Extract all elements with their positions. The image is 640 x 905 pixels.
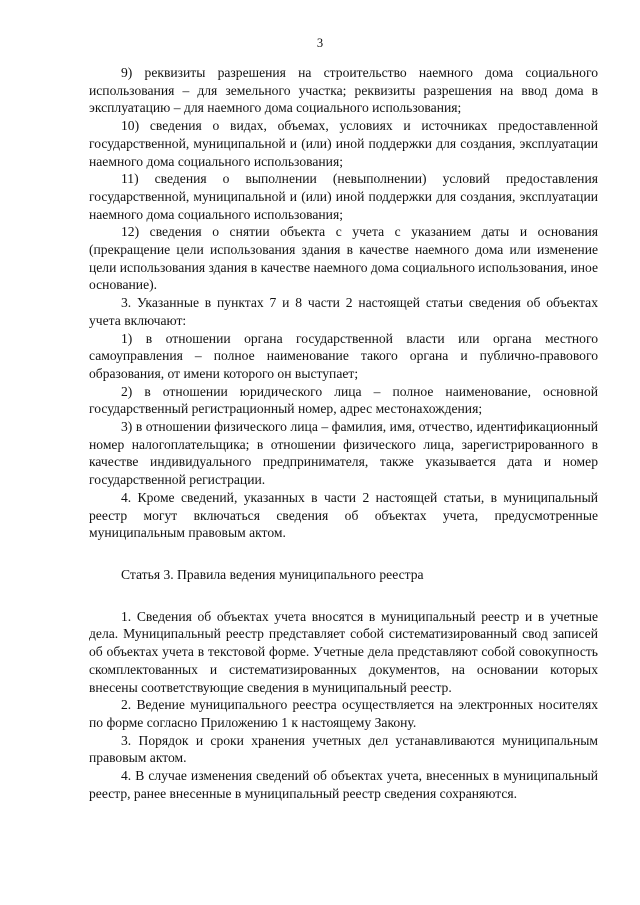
subitem-3-paragraph: 3) в отношении физического лица – фамилия, имя, отчество, идентификационный номер налогоплательщика; в отношении физического лица, зарегистрированного в качестве индивидуального предпринимателя, также указывается дата и номер государственной регистрации. [89,419,598,488]
article-3-heading: Статья 3. Правила ведения муниципального реестра [121,566,424,582]
page-number: 3 [316,36,324,50]
document-body [89,64,598,802]
subitem-1-paragraph: 1) в отношении органа государственной власти или органа местного самоуправления – полное наименование такого органа и публично-правового образования, от имени которого он выступает; [89,330,598,381]
article-3-clause-1: 1. Сведения об объектах учета вносятся в муниципальный реестр и в учетные дела. Муниципальный реестр представляет собой систематизированный свод записей об объектах учета в текстовой форме. Учетные дела представляют собой совокупность скомплектованных и систематизированных документов, на основании которых внесены соответствующие сведения в муниципальный реестр. [89,608,598,695]
item-9-paragraph: 9) реквизиты разрешения на строительство наемного дома социального использования – для земельного участка; реквизиты разрешения на ввод дома в эксплуатацию – для наемного дома социального использования; [89,65,598,116]
article-3-clause-4: 4. В случае изменения сведений об объектах учета, внесенных в муниципальный реестр, ранее внесенные в муниципальный реестр сведения сохраняются. [89,768,598,801]
article-3-clause-3: 3. Порядок и сроки хранения учетных дел устанавливаются муниципальным правовым актом. [89,732,598,766]
clause-4-paragraph: 4. Кроме сведений, указанных в части 2 настоящей статьи, в муниципальный реестр могут включаться сведения об объектах учета, предусмотренные муниципальным правовым актом. [89,489,598,541]
article-3-clause-2: 2. Ведение муниципального реестра осуществляется на электронных носителях по форме согласно Приложению 1 к настоящему Закону. [89,697,598,730]
subitem-2-paragraph: 2) в отношении юридического лица – полное наименование, основной государственный регистрационный номер, адрес местонахождения; [89,383,598,417]
item-11-paragraph: 11) сведения о выполнении (невыполнении) условий предоставления государственной, муниципальной и (или) иной поддержки для создания, эксплуатации наемного дома социального использования; [89,171,598,222]
clause-3-paragraph: 3. Указанные в пунктах 7 и 8 части 2 настоящей статьи сведения об объектах учета включают: [89,295,598,328]
item-10-paragraph: 10) сведения о видах, объемах, условиях и источниках предоставленной государственной, муниципальной и (или) иной поддержки для создания, эксплуатации наемного дома социального использования; [89,118,598,169]
item-12-paragraph: 12) сведения о снятии объекта с учета с указанием даты и основания (прекращение цели использования здания в качестве наемного дома или изменение цели использования здания в качестве наемного дома социального использования, иное основание). [89,224,598,293]
